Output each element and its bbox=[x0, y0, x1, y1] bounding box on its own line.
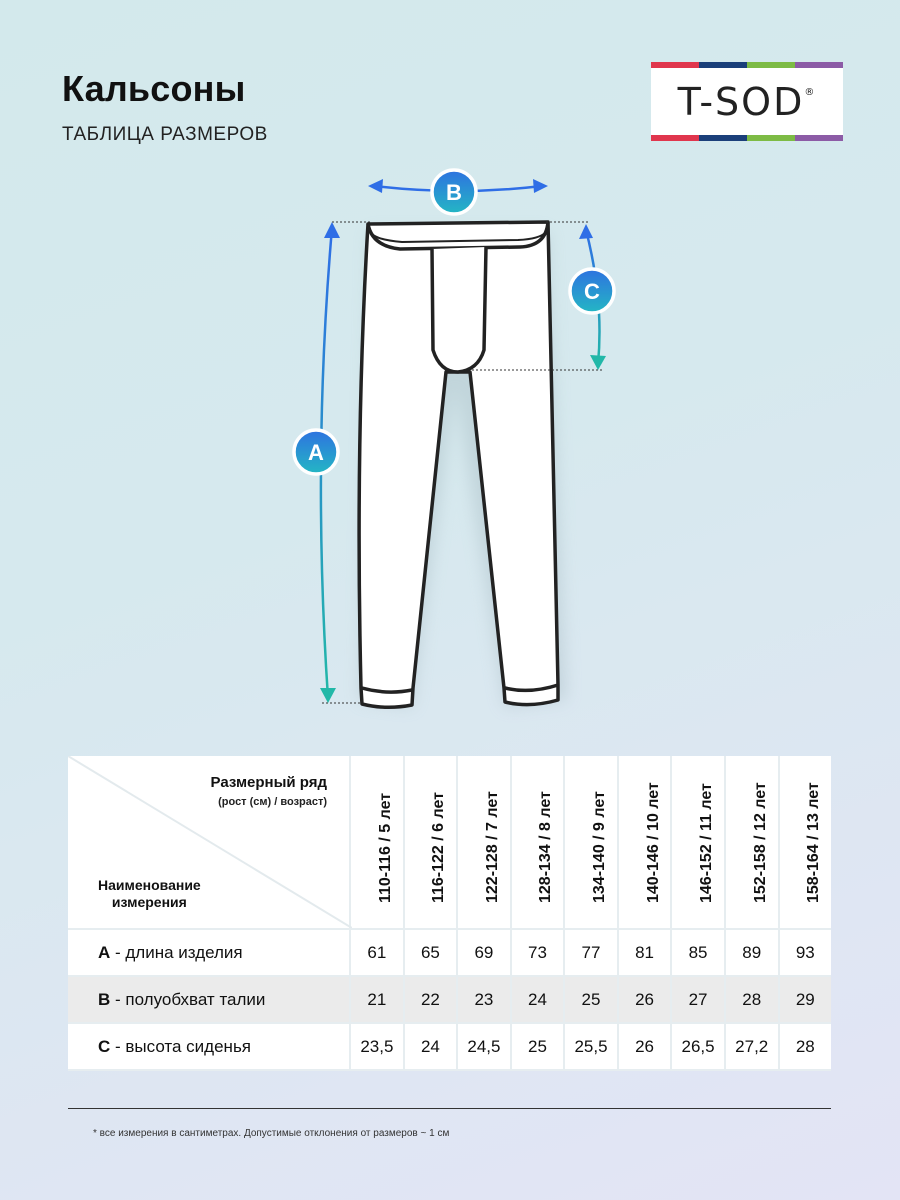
table-cell: 26 bbox=[619, 977, 672, 1024]
page-subtitle: ТАБЛИЦА РАЗМЕРОВ bbox=[62, 124, 268, 145]
marker-b bbox=[432, 170, 476, 214]
size-column-header: 146-152 / 11 лет bbox=[672, 756, 726, 930]
table-cell: 85 bbox=[672, 930, 726, 977]
svg-text:A: A bbox=[308, 440, 324, 465]
arrow-b-head-left bbox=[368, 179, 383, 193]
size-range-note: (рост (см) / возраст) bbox=[218, 796, 328, 808]
logo-text: T-SOD® bbox=[677, 80, 817, 124]
arrow-b-head-right bbox=[533, 179, 548, 193]
table-cell: 25,5 bbox=[565, 1024, 619, 1071]
table-cell: 24,5 bbox=[458, 1024, 512, 1071]
size-column-header: 128-134 / 8 лет bbox=[512, 756, 565, 930]
size-column-header: 140-146 / 10 лет bbox=[619, 756, 672, 930]
table-cell: 24 bbox=[405, 1024, 458, 1071]
table-cell: 23 bbox=[458, 977, 512, 1024]
pants-illustration bbox=[359, 222, 558, 707]
table-cell: 27,2 bbox=[726, 1024, 780, 1071]
table-cell: 25 bbox=[565, 977, 619, 1024]
arrow-c-head-bottom bbox=[590, 355, 606, 370]
row-label: A - длина изделия bbox=[68, 930, 351, 977]
table-row-b bbox=[68, 977, 831, 1024]
arrow-a-head-top bbox=[324, 222, 340, 238]
size-column-header: 110-116 / 5 лет bbox=[351, 756, 405, 930]
svg-text:B: B bbox=[446, 180, 462, 205]
table-cell: 26,5 bbox=[672, 1024, 726, 1071]
table-cell: 61 bbox=[351, 930, 405, 977]
svg-text:C: C bbox=[584, 279, 600, 304]
table-cell: 69 bbox=[458, 930, 512, 977]
row-label: C - высота сиденья bbox=[68, 1024, 351, 1071]
arrow-a-head-bottom bbox=[320, 688, 336, 703]
size-range-heading: Размерный ряд bbox=[210, 774, 328, 791]
arrow-c-head-top bbox=[579, 224, 593, 239]
footnote-divider bbox=[68, 1108, 831, 1109]
table-cell: 26 bbox=[619, 1024, 672, 1071]
table-cell: 24 bbox=[512, 977, 565, 1024]
table-cell: 73 bbox=[512, 930, 565, 977]
marker-a bbox=[294, 430, 338, 474]
table-row-c bbox=[68, 1024, 831, 1071]
size-column-header: 158-164 / 13 лет bbox=[780, 756, 831, 930]
size-column-header: 152-158 / 12 лет bbox=[726, 756, 780, 930]
table-cell: 21 bbox=[351, 977, 405, 1024]
table-cell: 89 bbox=[726, 930, 780, 977]
table-cell: 25 bbox=[512, 1024, 565, 1071]
size-column-header: 122-128 / 7 лет bbox=[458, 756, 512, 930]
table-cell: 27 bbox=[672, 977, 726, 1024]
table-cell: 22 bbox=[405, 977, 458, 1024]
measure-name-heading: Наименование измерения bbox=[98, 877, 201, 910]
marker-c bbox=[570, 269, 614, 313]
table-corner-header bbox=[68, 756, 351, 930]
row-label: B - полуобхват талии bbox=[68, 977, 351, 1024]
table-row-a bbox=[68, 930, 831, 977]
size-header-row bbox=[68, 756, 831, 930]
footnote: * все измерения в сантиметрах. Допустимые отклонения от размеров ~ 1 см bbox=[93, 1128, 450, 1139]
page-title: Кальсоны bbox=[62, 68, 246, 109]
size-column-header: 134-140 / 9 лет bbox=[565, 756, 619, 930]
table-cell: 81 bbox=[619, 930, 672, 977]
table-cell: 28 bbox=[780, 1024, 831, 1071]
table-cell: 93 bbox=[780, 930, 831, 977]
table-cell: 23,5 bbox=[351, 1024, 405, 1071]
size-column-header: 116-122 / 6 лет bbox=[405, 756, 458, 930]
size-table bbox=[68, 756, 831, 1071]
table-cell: 65 bbox=[405, 930, 458, 977]
table-cell: 77 bbox=[565, 930, 619, 977]
table-cell: 29 bbox=[780, 977, 831, 1024]
table-cell: 28 bbox=[726, 977, 780, 1024]
